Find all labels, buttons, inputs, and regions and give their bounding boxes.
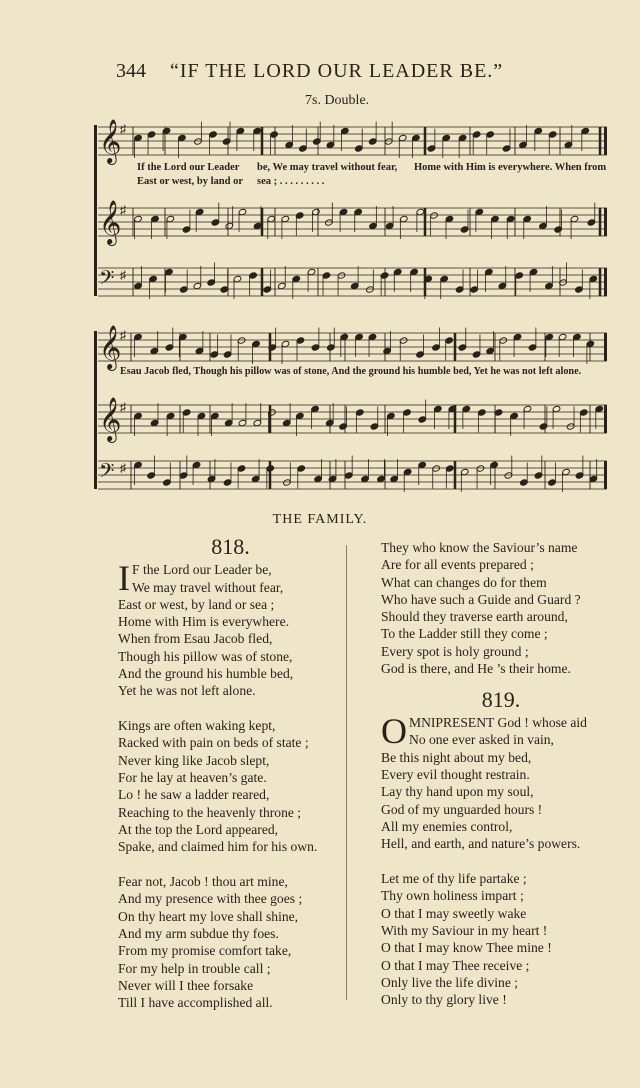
note-head — [223, 351, 232, 358]
note-head — [427, 145, 436, 152]
note-head — [147, 472, 156, 479]
note-head — [432, 465, 441, 472]
note-head — [222, 138, 231, 145]
hymn-818-continued — [381, 539, 621, 1026]
note-head — [325, 419, 334, 426]
treble-clef: 𝄞 — [99, 119, 122, 163]
note-head — [370, 423, 379, 430]
lyric-line: Home with Him is everywhere. When from — [414, 162, 607, 173]
note-head — [455, 286, 464, 293]
note-head — [513, 333, 522, 340]
verse-line: Be this night about my bed, — [381, 749, 532, 765]
verse-line: Kings are often waking kept, — [118, 718, 276, 734]
note-head — [211, 412, 220, 419]
note-head — [477, 409, 486, 416]
verse-line: When from Esau Jacob fled, — [118, 631, 273, 647]
note-head — [368, 138, 377, 145]
note-head — [472, 351, 481, 358]
key-signature: ♯ — [120, 268, 126, 282]
verse-line: Let me of thy life partake ; — [381, 871, 527, 887]
verse-line: With my Saviour in my heart ! — [381, 922, 548, 938]
verse-line: Only to thy glory live ! — [381, 992, 507, 1008]
note-head — [249, 272, 258, 279]
note-head — [534, 472, 543, 479]
note-head — [462, 405, 471, 412]
note-head — [586, 340, 595, 347]
note-head — [534, 127, 543, 134]
lyric-line: sea ; . . . . . . . . . — [257, 176, 325, 187]
verse-line: All my enemies control, — [381, 818, 513, 834]
note-head — [458, 134, 467, 141]
hymn-number: 818. — [211, 534, 250, 559]
note-head — [326, 141, 335, 148]
note-head — [523, 405, 532, 412]
meter: 7s. Double. — [305, 93, 370, 108]
final-bar-line — [604, 208, 607, 236]
note-head — [253, 419, 262, 426]
verse-line: Reaching to the heavenly throne ; — [118, 804, 302, 820]
note-head — [237, 465, 246, 472]
verse-line: Every evil thought restrain. — [381, 767, 530, 783]
note-head — [579, 409, 588, 416]
stanza — [118, 717, 343, 855]
note-head — [403, 468, 412, 475]
final-bar-line — [604, 461, 607, 489]
verse-line: MNIPRESENT God ! whose aid — [409, 715, 587, 731]
note-head — [344, 472, 353, 479]
stanza — [381, 711, 621, 852]
note-head — [327, 344, 336, 351]
note-head — [209, 131, 218, 138]
note-head — [418, 461, 427, 468]
note-head — [369, 222, 378, 229]
note-head — [491, 215, 500, 222]
note-head — [210, 351, 219, 358]
note-head — [179, 286, 188, 293]
lyric-line: If the Lord our Leader — [137, 162, 240, 173]
verse-line: East or west, by land or sea ; — [118, 596, 275, 612]
note-head — [166, 215, 175, 222]
final-bar-line — [604, 333, 607, 361]
note-head — [398, 134, 407, 141]
note-head — [263, 286, 272, 293]
drop-cap: O — [381, 711, 407, 752]
note-head — [236, 127, 245, 134]
treble-clef: 𝄞 — [99, 200, 122, 244]
note-head — [295, 212, 304, 219]
stanza — [118, 558, 343, 699]
note-head — [515, 272, 524, 279]
key-signature: ♯ — [120, 203, 126, 217]
bass-clef: 𝄢 — [99, 459, 115, 487]
treble-clef: 𝄞 — [99, 397, 122, 441]
verse-line: What can changes do for them — [381, 574, 547, 590]
music-score — [0, 0, 640, 500]
note-head — [434, 405, 443, 412]
note-head — [340, 333, 349, 340]
note-head — [207, 475, 216, 482]
note-head — [399, 215, 408, 222]
note-head — [281, 215, 290, 222]
note-head — [253, 127, 262, 134]
note-head — [339, 208, 348, 215]
note-head — [502, 145, 511, 152]
verse-line: To the Ladder still they come ; — [381, 626, 548, 642]
hymn-number: 819. — [481, 686, 521, 712]
note-head — [339, 423, 348, 430]
note-head — [299, 145, 308, 152]
note-head — [570, 215, 579, 222]
note-head — [523, 215, 532, 222]
note-head — [486, 347, 495, 354]
note-head — [266, 465, 275, 472]
note-head — [283, 479, 292, 486]
verse-line: We may travel without fear, — [132, 579, 284, 595]
note-head — [545, 282, 554, 289]
note-head — [499, 337, 508, 344]
note-head — [472, 131, 481, 138]
verse-line: From my promise comfort take, — [118, 943, 292, 959]
note-head — [554, 226, 563, 233]
verse-line: Home with Him is everywhere. — [118, 614, 290, 630]
note-head — [267, 215, 276, 222]
note-head — [278, 282, 287, 289]
note-head — [377, 475, 386, 482]
note-head — [442, 134, 451, 141]
drop-cap: I — [118, 558, 130, 599]
note-head — [416, 208, 425, 215]
note-head — [313, 138, 322, 145]
note-head — [412, 134, 421, 141]
note-head — [529, 268, 538, 275]
note-head — [470, 286, 479, 293]
note-head — [296, 412, 305, 419]
bass-clef: 𝄢 — [99, 266, 115, 294]
note-head — [328, 475, 337, 482]
hymn-tune-title: “IF THE LORD OUR LEADER BE.” — [170, 60, 504, 82]
note-head — [163, 479, 172, 486]
note-head — [297, 465, 306, 472]
note-head — [192, 461, 201, 468]
section-title: THE FAMILY. — [272, 512, 368, 527]
note-head — [238, 419, 247, 426]
note-head — [311, 405, 320, 412]
note-head — [182, 409, 191, 416]
note-head — [387, 412, 396, 419]
note-head — [548, 479, 557, 486]
note-head — [504, 472, 513, 479]
verse-line: O that I may know Thee mine ! — [381, 940, 552, 956]
note-head — [225, 222, 234, 229]
verse-line: They who know the Saviour’s name — [381, 540, 578, 555]
note-head — [195, 347, 204, 354]
note-head — [223, 479, 232, 486]
note-head — [194, 138, 203, 145]
verse-line: Racked with pain on beds of state ; — [118, 735, 309, 751]
verse-line: Though his pillow was of stone, — [118, 648, 293, 664]
note-head — [520, 479, 529, 486]
note-head — [539, 222, 548, 229]
note-head — [410, 268, 419, 275]
note-head — [595, 405, 604, 412]
note-head — [552, 405, 561, 412]
verse-line: Who have such a Guide and Guard ? — [381, 591, 581, 607]
stanza — [381, 870, 621, 1008]
note-head — [486, 131, 495, 138]
note-head — [519, 141, 528, 148]
note-head — [548, 131, 557, 138]
page-number: 344 — [116, 60, 146, 82]
note-head — [307, 268, 316, 275]
note-head — [238, 208, 247, 215]
note-head — [166, 412, 175, 419]
note-head — [149, 275, 158, 282]
note-head — [573, 333, 582, 340]
note-head — [403, 409, 412, 416]
note-head — [476, 465, 485, 472]
verse-line: Lay thy hand upon my soul, — [381, 784, 534, 800]
note-head — [322, 272, 331, 279]
note-head — [182, 226, 191, 233]
stanza — [381, 539, 621, 677]
note-head — [311, 344, 320, 351]
verse-line: Hell, and earth, and nature’s powers. — [381, 836, 581, 852]
note-head — [566, 423, 575, 430]
final-bar-line — [604, 268, 607, 296]
note-head — [195, 208, 204, 215]
note-head — [432, 344, 441, 351]
key-signature: ♯ — [120, 122, 126, 136]
verse-line: Every spot is holy ground ; — [381, 643, 529, 659]
verse-line: At the top the Lord appeared, — [118, 821, 279, 837]
note-head — [282, 419, 291, 426]
note-head — [134, 333, 143, 340]
note-head — [165, 268, 174, 275]
note-head — [445, 465, 454, 472]
note-head — [252, 340, 261, 347]
column-divider — [346, 545, 347, 1000]
note-head — [545, 333, 554, 340]
note-head — [558, 333, 567, 340]
note-head — [197, 412, 206, 419]
note-head — [581, 127, 590, 134]
final-bar-line — [604, 405, 607, 433]
note-head — [134, 215, 143, 222]
note-head — [383, 347, 392, 354]
note-head — [460, 226, 469, 233]
note-head — [575, 286, 584, 293]
system-brace — [94, 125, 97, 296]
note-head — [314, 475, 323, 482]
note-head — [233, 275, 242, 282]
note-head — [416, 351, 425, 358]
key-signature: ♯ — [120, 461, 126, 475]
verse-line: Spake, and claimed him for his own. — [118, 839, 318, 855]
note-head — [589, 275, 598, 282]
system-brace — [94, 331, 97, 489]
note-head — [528, 344, 537, 351]
verse-line: And my presence with thee goes ; — [118, 891, 303, 907]
note-head — [458, 344, 467, 351]
note-head — [237, 337, 246, 344]
note-head — [539, 423, 548, 430]
note-head — [430, 212, 439, 219]
note-head — [151, 215, 160, 222]
key-signature: ♯ — [120, 328, 126, 342]
note-head — [211, 219, 220, 226]
note-head — [285, 141, 294, 148]
lyric-line: be, We may travel without fear, — [257, 162, 398, 173]
hymn-818 — [118, 534, 343, 1029]
note-head — [506, 215, 515, 222]
stanza — [118, 873, 343, 1011]
note-head — [134, 134, 143, 141]
note-head — [134, 282, 143, 289]
note-head — [440, 275, 449, 282]
final-bar-line — [604, 127, 607, 155]
verse-line: Till I have accomplished all. — [118, 995, 273, 1011]
note-head — [355, 333, 364, 340]
note-head — [312, 208, 321, 215]
note-head — [162, 127, 171, 134]
note-head — [564, 141, 573, 148]
note-head — [399, 337, 408, 344]
note-head — [193, 282, 202, 289]
note-head — [281, 340, 290, 347]
verse-line: Should they traverse earth around, — [381, 609, 568, 625]
note-head — [587, 219, 596, 226]
note-head — [134, 412, 143, 419]
verse-line: O that I may sweetly wake — [381, 905, 527, 921]
note-head — [355, 145, 364, 152]
note-head — [445, 337, 454, 344]
note-head — [356, 409, 365, 416]
verse-line: Are for all events prepared ; — [381, 557, 534, 573]
lyric-line: Esau Jacob fled, Though his pillow was of stone, And the ground his humble bed, Yet he was not left alone. — [120, 366, 582, 377]
note-head — [475, 208, 484, 215]
note-head — [354, 208, 363, 215]
verse-line: F the Lord our Leader be, — [132, 562, 272, 578]
verse-line: God of my unguarded hours ! — [381, 801, 543, 817]
verse-line: And the ground his humble bed, — [118, 666, 294, 682]
note-head — [292, 275, 301, 282]
verse-line: And my arm subdue thy foes. — [118, 925, 279, 941]
note-head — [251, 475, 260, 482]
note-head — [562, 468, 571, 475]
verse-line: Never king like Jacob slept, — [118, 752, 270, 768]
verse-line: O that I may Thee receive ; — [381, 957, 530, 973]
note-head — [350, 282, 359, 289]
note-head — [460, 468, 469, 475]
note-head — [418, 416, 427, 423]
verse-line: Yet he was not left alone. — [118, 683, 256, 699]
key-signature: ♯ — [120, 400, 126, 414]
note-head — [207, 279, 216, 286]
note-head — [380, 272, 389, 279]
verse-line: God is there, and He ’s their home. — [381, 661, 571, 677]
note-head — [384, 138, 393, 145]
note-head — [366, 286, 375, 293]
note-head — [150, 347, 159, 354]
note-head — [510, 412, 519, 419]
note-head — [165, 344, 174, 351]
note-head — [385, 222, 394, 229]
verse-line: Thy own holiness impart ; — [381, 888, 524, 904]
note-head — [361, 475, 370, 482]
note-head — [445, 215, 454, 222]
verse-line: Only live the life divine ; — [381, 974, 519, 990]
verse-line: Lo ! he saw a ladder reared, — [118, 787, 270, 803]
note-head — [224, 419, 233, 426]
treble-clef: 𝄞 — [99, 325, 122, 369]
verse-line: On thy heart my love shall shine, — [118, 908, 299, 924]
note-head — [296, 337, 305, 344]
note-head — [390, 475, 399, 482]
verse-line: No one ever asked in vain, — [409, 732, 554, 748]
note-head — [178, 134, 187, 141]
note-head — [253, 222, 262, 229]
note-head — [337, 272, 346, 279]
verse-line: For my help in trouble call ; — [118, 960, 271, 976]
note-head — [393, 268, 402, 275]
note-head — [147, 131, 156, 138]
note-head — [494, 409, 503, 416]
note-head — [325, 219, 334, 226]
note-head — [134, 461, 143, 468]
verse-line: Never will I thee forsake — [118, 977, 254, 993]
note-head — [341, 127, 350, 134]
note-head — [150, 419, 159, 426]
note-head — [490, 461, 499, 468]
note-head — [220, 286, 229, 293]
lyric-line: East or west, by land or — [137, 176, 243, 187]
verse-line: Fear not, Jacob ! thou art mine, — [118, 874, 288, 890]
note-head — [368, 333, 377, 340]
verse-line: For he lay at heaven’s gate. — [118, 770, 267, 786]
note-head — [270, 131, 279, 138]
note-head — [575, 472, 584, 479]
note-head — [485, 268, 494, 275]
note-head — [498, 282, 507, 289]
